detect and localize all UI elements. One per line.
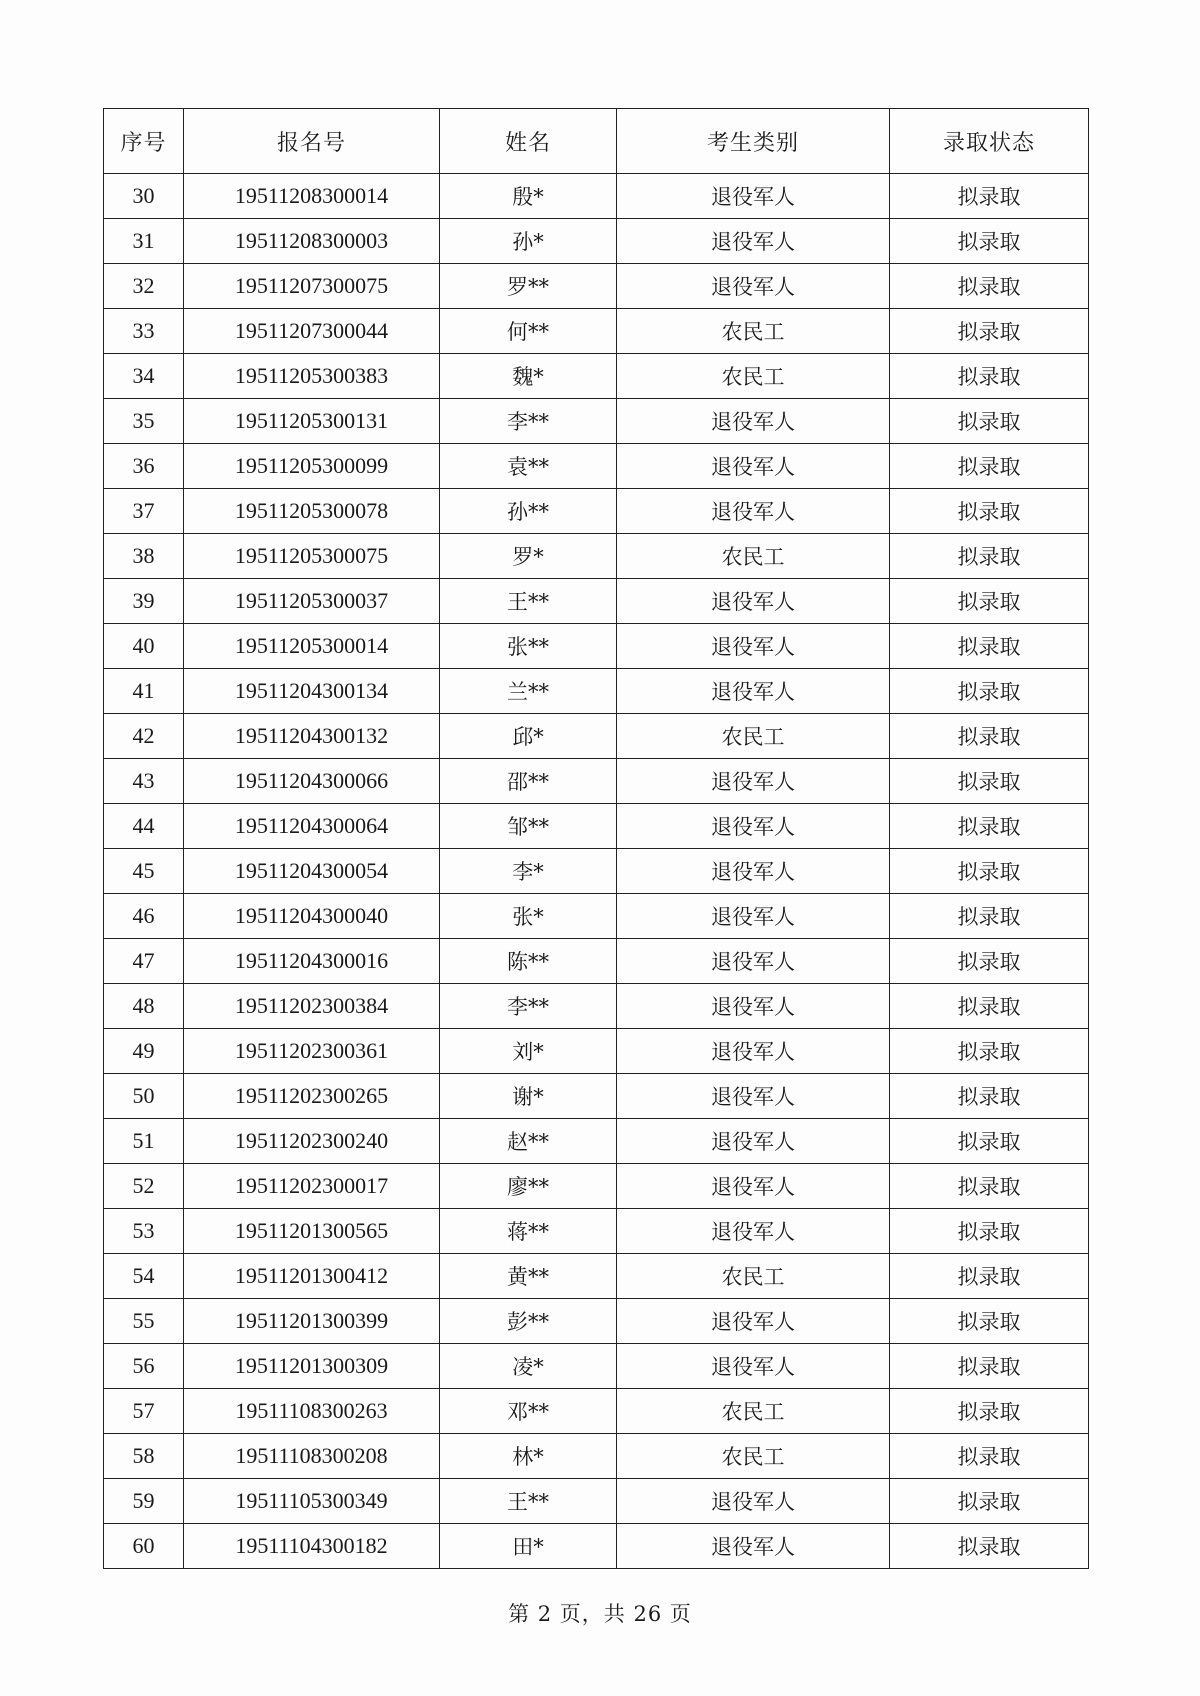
cell-name: 蒋**: [440, 1209, 617, 1254]
cell-no: 50: [104, 1074, 184, 1119]
cell-candidate-category: 退役军人: [617, 444, 890, 489]
cell-registration-number: 19511201300565: [184, 1209, 440, 1254]
cell-candidate-category: 退役军人: [617, 624, 890, 669]
cell-candidate-category: 农民工: [617, 534, 890, 579]
cell-no: 39: [104, 579, 184, 624]
cell-candidate-category: 农民工: [617, 354, 890, 399]
cell-registration-number: 19511204300054: [184, 849, 440, 894]
table-row: [104, 219, 1089, 264]
cell-name: 罗**: [440, 264, 617, 309]
cell-registration-number: 19511202300384: [184, 984, 440, 1029]
cell-admission-status: 拟录取: [890, 1299, 1089, 1344]
table-body: [104, 174, 1089, 1569]
table-header-row: [104, 109, 1089, 174]
cell-candidate-category: 退役军人: [617, 174, 890, 219]
cell-registration-number: 19511201300309: [184, 1344, 440, 1389]
cell-name: 邱*: [440, 714, 617, 759]
cell-name: 陈**: [440, 939, 617, 984]
table-row: [104, 624, 1089, 669]
cell-registration-number: 19511204300132: [184, 714, 440, 759]
cell-name: 凌*: [440, 1344, 617, 1389]
cell-name: 林*: [440, 1434, 617, 1479]
cell-admission-status: 拟录取: [890, 849, 1089, 894]
cell-no: 56: [104, 1344, 184, 1389]
cell-admission-status: 拟录取: [890, 1119, 1089, 1164]
cell-registration-number: 19511201300399: [184, 1299, 440, 1344]
cell-admission-status: 拟录取: [890, 939, 1089, 984]
cell-registration-number: 19511208300014: [184, 174, 440, 219]
cell-no: 60: [104, 1524, 184, 1569]
cell-registration-number: 19511204300040: [184, 894, 440, 939]
cell-name: 李*: [440, 849, 617, 894]
cell-no: 49: [104, 1029, 184, 1074]
cell-no: 36: [104, 444, 184, 489]
cell-registration-number: 19511207300044: [184, 309, 440, 354]
cell-admission-status: 拟录取: [890, 714, 1089, 759]
cell-admission-status: 拟录取: [890, 624, 1089, 669]
cell-candidate-category: 退役军人: [617, 1479, 890, 1524]
page-number-label: 第 2 页，共 26 页: [508, 1602, 692, 1626]
cell-admission-status: 拟录取: [890, 669, 1089, 714]
cell-registration-number: 19511205300099: [184, 444, 440, 489]
cell-registration-number: 19511204300064: [184, 804, 440, 849]
cell-admission-status: 拟录取: [890, 894, 1089, 939]
page-number-footer: [0, 1598, 1200, 1628]
cell-no: 59: [104, 1479, 184, 1524]
table-row: [104, 444, 1089, 489]
table-row: [104, 1254, 1089, 1299]
cell-name: 李**: [440, 984, 617, 1029]
table-row: [104, 849, 1089, 894]
cell-candidate-category: 退役军人: [617, 849, 890, 894]
cell-candidate-category: 退役军人: [617, 399, 890, 444]
cell-admission-status: 拟录取: [890, 1479, 1089, 1524]
table-row: [104, 1029, 1089, 1074]
cell-candidate-category: 退役军人: [617, 1344, 890, 1389]
table-row: [104, 1344, 1089, 1389]
cell-name: 张**: [440, 624, 617, 669]
table-row: [104, 309, 1089, 354]
cell-no: 43: [104, 759, 184, 804]
table-row: [104, 1119, 1089, 1164]
cell-name: 谢*: [440, 1074, 617, 1119]
admission-table: [103, 108, 1089, 1569]
cell-registration-number: 19511205300078: [184, 489, 440, 534]
cell-registration-number: 19511104300182: [184, 1524, 440, 1569]
cell-admission-status: 拟录取: [890, 1209, 1089, 1254]
cell-no: 48: [104, 984, 184, 1029]
cell-registration-number: 19511202300017: [184, 1164, 440, 1209]
cell-registration-number: 19511204300066: [184, 759, 440, 804]
cell-candidate-category: 退役军人: [617, 264, 890, 309]
cell-name: 何**: [440, 309, 617, 354]
cell-name: 田*: [440, 1524, 617, 1569]
cell-registration-number: 19511205300014: [184, 624, 440, 669]
table-row: [104, 534, 1089, 579]
cell-no: 57: [104, 1389, 184, 1434]
table-row: [104, 1164, 1089, 1209]
cell-registration-number: 19511205300131: [184, 399, 440, 444]
cell-admission-status: 拟录取: [890, 309, 1089, 354]
cell-no: 31: [104, 219, 184, 264]
cell-no: 51: [104, 1119, 184, 1164]
cell-registration-number: 19511108300263: [184, 1389, 440, 1434]
cell-candidate-category: 农民工: [617, 309, 890, 354]
cell-candidate-category: 退役军人: [617, 1029, 890, 1074]
cell-candidate-category: 退役军人: [617, 219, 890, 264]
cell-name: 王**: [440, 1479, 617, 1524]
cell-candidate-category: 退役军人: [617, 1209, 890, 1254]
cell-registration-number: 19511208300003: [184, 219, 440, 264]
table-row: [104, 1074, 1089, 1119]
cell-admission-status: 拟录取: [890, 264, 1089, 309]
table-row: [104, 174, 1089, 219]
cell-candidate-category: 退役军人: [617, 939, 890, 984]
cell-registration-number: 19511201300412: [184, 1254, 440, 1299]
cell-no: 44: [104, 804, 184, 849]
cell-name: 黄**: [440, 1254, 617, 1299]
cell-name: 邹**: [440, 804, 617, 849]
table-row: [104, 399, 1089, 444]
cell-registration-number: 19511202300265: [184, 1074, 440, 1119]
cell-candidate-category: 退役军人: [617, 669, 890, 714]
cell-registration-number: 19511202300361: [184, 1029, 440, 1074]
cell-admission-status: 拟录取: [890, 984, 1089, 1029]
cell-no: 37: [104, 489, 184, 534]
cell-admission-status: 拟录取: [890, 1074, 1089, 1119]
cell-admission-status: 拟录取: [890, 1389, 1089, 1434]
cell-no: 45: [104, 849, 184, 894]
cell-no: 53: [104, 1209, 184, 1254]
cell-no: 46: [104, 894, 184, 939]
cell-registration-number: 19511202300240: [184, 1119, 440, 1164]
cell-name: 张*: [440, 894, 617, 939]
table-row: [104, 759, 1089, 804]
cell-registration-number: 19511207300075: [184, 264, 440, 309]
cell-admission-status: 拟录取: [890, 489, 1089, 534]
cell-name: 孙*: [440, 219, 617, 264]
cell-no: 33: [104, 309, 184, 354]
cell-no: 34: [104, 354, 184, 399]
cell-admission-status: 拟录取: [890, 219, 1089, 264]
header-registration-number: 报名号: [184, 109, 440, 174]
header-name: 姓名: [440, 109, 617, 174]
cell-candidate-category: 农民工: [617, 1389, 890, 1434]
header-candidate-category: 考生类别: [617, 109, 890, 174]
table-row: [104, 804, 1089, 849]
cell-no: 40: [104, 624, 184, 669]
cell-admission-status: 拟录取: [890, 399, 1089, 444]
cell-candidate-category: 退役军人: [617, 579, 890, 624]
cell-admission-status: 拟录取: [890, 1344, 1089, 1389]
cell-name: 王**: [440, 579, 617, 624]
cell-admission-status: 拟录取: [890, 1434, 1089, 1479]
cell-name: 殷*: [440, 174, 617, 219]
cell-candidate-category: 退役军人: [617, 489, 890, 534]
cell-name: 赵**: [440, 1119, 617, 1164]
cell-admission-status: 拟录取: [890, 1254, 1089, 1299]
cell-no: 30: [104, 174, 184, 219]
cell-candidate-category: 退役军人: [617, 759, 890, 804]
table-row: [104, 714, 1089, 759]
cell-name: 罗*: [440, 534, 617, 579]
cell-no: 55: [104, 1299, 184, 1344]
cell-candidate-category: 农民工: [617, 1434, 890, 1479]
cell-registration-number: 19511105300349: [184, 1479, 440, 1524]
cell-admission-status: 拟录取: [890, 1029, 1089, 1074]
cell-candidate-category: 退役军人: [617, 1524, 890, 1569]
cell-registration-number: 19511108300208: [184, 1434, 440, 1479]
cell-admission-status: 拟录取: [890, 759, 1089, 804]
table-row: [104, 489, 1089, 534]
table-row: [104, 894, 1089, 939]
cell-no: 32: [104, 264, 184, 309]
table-row: [104, 984, 1089, 1029]
table-row: [104, 354, 1089, 399]
cell-no: 41: [104, 669, 184, 714]
cell-admission-status: 拟录取: [890, 579, 1089, 624]
cell-no: 54: [104, 1254, 184, 1299]
cell-candidate-category: 退役军人: [617, 894, 890, 939]
table-row: [104, 669, 1089, 714]
header-no: 序号: [104, 109, 184, 174]
table-row: [104, 579, 1089, 624]
cell-no: 47: [104, 939, 184, 984]
cell-name: 兰**: [440, 669, 617, 714]
cell-registration-number: 19511205300037: [184, 579, 440, 624]
table-row: [104, 1524, 1089, 1569]
cell-admission-status: 拟录取: [890, 804, 1089, 849]
header-admission-status: 录取状态: [890, 109, 1089, 174]
table-row: [104, 1299, 1089, 1344]
cell-candidate-category: 退役军人: [617, 1164, 890, 1209]
cell-name: 孙**: [440, 489, 617, 534]
table-row: [104, 264, 1089, 309]
cell-registration-number: 19511205300075: [184, 534, 440, 579]
cell-no: 58: [104, 1434, 184, 1479]
cell-candidate-category: 退役军人: [617, 984, 890, 1029]
cell-name: 廖**: [440, 1164, 617, 1209]
cell-registration-number: 19511204300134: [184, 669, 440, 714]
table-row: [104, 1389, 1089, 1434]
cell-admission-status: 拟录取: [890, 174, 1089, 219]
cell-no: 52: [104, 1164, 184, 1209]
cell-name: 魏*: [440, 354, 617, 399]
cell-name: 彭**: [440, 1299, 617, 1344]
cell-no: 38: [104, 534, 184, 579]
table-row: [104, 939, 1089, 984]
cell-admission-status: 拟录取: [890, 354, 1089, 399]
cell-admission-status: 拟录取: [890, 534, 1089, 579]
cell-name: 袁**: [440, 444, 617, 489]
table-row: [104, 1209, 1089, 1254]
cell-candidate-category: 退役军人: [617, 1299, 890, 1344]
cell-no: 42: [104, 714, 184, 759]
cell-name: 邓**: [440, 1389, 617, 1434]
cell-name: 刘*: [440, 1029, 617, 1074]
table-row: [104, 1479, 1089, 1524]
cell-no: 35: [104, 399, 184, 444]
cell-admission-status: 拟录取: [890, 444, 1089, 489]
cell-registration-number: 19511205300383: [184, 354, 440, 399]
cell-candidate-category: 退役军人: [617, 804, 890, 849]
cell-admission-status: 拟录取: [890, 1164, 1089, 1209]
cell-admission-status: 拟录取: [890, 1524, 1089, 1569]
table-row: [104, 1434, 1089, 1479]
cell-name: 邵**: [440, 759, 617, 804]
cell-candidate-category: 退役军人: [617, 1074, 890, 1119]
cell-registration-number: 19511204300016: [184, 939, 440, 984]
cell-name: 李**: [440, 399, 617, 444]
cell-candidate-category: 农民工: [617, 1254, 890, 1299]
cell-candidate-category: 退役军人: [617, 1119, 890, 1164]
cell-candidate-category: 农民工: [617, 714, 890, 759]
